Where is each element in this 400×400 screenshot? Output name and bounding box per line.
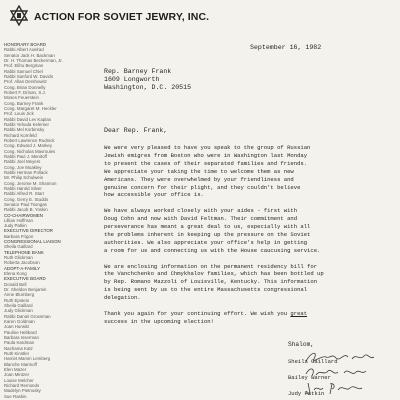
sidebar-member-name: Prof. Elihu Bergman bbox=[4, 63, 44, 69]
organization-name: ACTION FOR SOVIET JEWRY, INC. bbox=[34, 11, 210, 23]
underlined-word: great bbox=[290, 309, 308, 317]
sidebar-member-name: Ruth Glickman bbox=[4, 255, 33, 261]
salutation: Dear Rep. Frank, bbox=[104, 127, 168, 134]
body-line: We have always worked closely with your aides - first with bbox=[104, 207, 298, 215]
sidebar-member-name: Rabbi Yehuda Kelemer bbox=[4, 121, 49, 127]
recipient-address bbox=[104, 68, 191, 92]
sidebar-section-heading: HONORARY BOARD bbox=[4, 42, 47, 47]
sidebar-member-name: Roberta Jacobson bbox=[4, 260, 40, 266]
sidebar-member-name: Joan Hurwitz bbox=[4, 324, 30, 330]
body-line: authorities. We also appreciate your office's help in getting bbox=[104, 238, 308, 246]
board-member-list bbox=[4, 42, 94, 398]
body-line: success in the upcoming election! bbox=[104, 317, 214, 325]
sidebar-member-name: Harriet Marvin Lemberg bbox=[4, 356, 51, 362]
body-line: delegation. bbox=[104, 294, 141, 302]
sidebar-member-name: Elen Mazer bbox=[4, 367, 27, 373]
sidebar-member-name: Richard Kornfeld bbox=[4, 132, 37, 138]
sidebar-member-name: Robert Lawrence Rudnick bbox=[4, 137, 55, 143]
sidebar-member-name: Robert F. Drinan, S.J. bbox=[4, 89, 46, 95]
body-line: the problems inherent in keeping up the pressure on the Soviet bbox=[104, 230, 311, 238]
sidebar-member-name: Rabbi Albert Axelrad bbox=[4, 47, 44, 53]
address-line: 1609 Longworth bbox=[104, 76, 160, 84]
sidebar-member-name: Rabbi David Lev Kaplan bbox=[4, 116, 52, 122]
body-line: perseverance has meant a great deal to us, especially with all bbox=[104, 223, 311, 231]
sidebar-member-name: Rabbi Mel Korbinsky bbox=[4, 127, 45, 133]
sidebar-member-name: Rabbi Samuel Chiel bbox=[4, 68, 43, 74]
body-paragraph bbox=[104, 263, 398, 303]
sidebar-member-name: Rabbi Jacob B. Yoskin bbox=[4, 207, 48, 213]
body-line: We appreciate your taking the time to welcome them as new bbox=[104, 167, 294, 175]
body-paragraph bbox=[104, 207, 398, 254]
body-line: Doug Cohn and now with David Feltman. Their commitment and bbox=[104, 215, 298, 223]
sidebar-member-name: Ruth Epstein bbox=[4, 297, 30, 303]
signatory-name: Judy Patkin bbox=[288, 390, 325, 397]
sidebar-member-name: Judy Patkin bbox=[4, 223, 27, 229]
body-line: a room for us and connecting us with the House caucusing service. bbox=[104, 246, 321, 254]
body-line: Americans. They were overwhelmed by your friendliness and bbox=[104, 175, 294, 183]
sidebar-member-name: Cong. Jerome M. Shannon bbox=[4, 180, 57, 186]
body-line: Jewish emigres from Boston who were in Washington last Monday bbox=[104, 151, 308, 159]
closing-text: Thank you again for your continuing effort. We wish you bbox=[104, 309, 291, 317]
sidebar-member-name: Cong. Barney Frank bbox=[4, 100, 44, 106]
sidebar-member-name: Sue Raskin bbox=[4, 393, 27, 398]
sidebar-member-name: Blanche Marinoff bbox=[4, 361, 37, 367]
sidebar-member-name: Cong. Brian Donnelly bbox=[4, 84, 46, 90]
sidebar-section-heading: CONGRESSIONAL LIAISON bbox=[4, 239, 61, 245]
sidebar-member-name: Judy Glickman bbox=[4, 308, 33, 314]
sidebar-member-name: Senator Paul Tsongas bbox=[4, 201, 47, 207]
sidebar-member-name: Pauline Hebbard bbox=[4, 329, 37, 335]
signatory-name: Bailey Warner bbox=[288, 374, 331, 381]
closing: Shalom, bbox=[288, 341, 314, 348]
sidebar-section-heading: EXECUTIVE BOARD bbox=[4, 276, 46, 282]
sidebar-member-name: Anne Blumberg bbox=[4, 292, 35, 298]
sidebar-member-name: Lillian Hoffman bbox=[4, 217, 33, 223]
sidebar-member-name: Rabbi Paul J. Menitoff bbox=[4, 153, 47, 159]
sidebar-member-name: Dr. Sheldon Benjamin bbox=[4, 287, 47, 293]
sidebar-member-name: Cong. Margaret M. Heckler bbox=[4, 105, 57, 111]
sidebar-member-name: Cong. Nicholas Mavroules bbox=[4, 148, 56, 154]
address-line: Rep. Barney Frank bbox=[104, 68, 172, 75]
body-line: by Rep. Romano Mazzoli of Louisville, Kentucky. This information bbox=[104, 278, 318, 286]
sidebar-member-name: Richard Remonds bbox=[4, 383, 40, 388]
sidebar-member-name: Rabbi Sanford W. Davids bbox=[4, 73, 54, 79]
letter-body bbox=[104, 144, 398, 334]
body-line bbox=[104, 310, 398, 318]
sidebar-section-heading: ADOPT-A-FAMILY bbox=[4, 265, 41, 271]
body-paragraph bbox=[104, 144, 398, 199]
body-line: is being sent by us to the entire Massachusetts congressional bbox=[104, 286, 308, 294]
body-line: the Vanchchenko and Chmykhalov families, which has been bottled up bbox=[104, 270, 324, 278]
sidebar-member-name: Moses Feuerstein bbox=[4, 95, 39, 101]
sidebar-member-name: Donald Bell bbox=[4, 281, 27, 287]
sidebar-section-heading: CO-CHAIRWOMEN bbox=[4, 212, 43, 218]
sidebar-member-name: Ruth Kinstler bbox=[4, 351, 30, 357]
sidebar-member-name: Barbara Isserman bbox=[4, 335, 39, 341]
sidebar-member-name: Mr. Philip Schulweis bbox=[4, 175, 44, 181]
sidebar-member-name: Rabbi Joel Meyers bbox=[4, 159, 41, 165]
sidebar-member-name: Madelyn Pietnosky bbox=[4, 388, 41, 394]
body-line: We are enclosing information on the permanent residency bill for bbox=[104, 262, 318, 270]
sidebar-section-heading: EXECUTIVE DIRECTOR bbox=[4, 228, 53, 234]
sidebar-member-name: Joan Mintzer bbox=[4, 372, 30, 378]
sidebar-member-name: Prof. Allan Dershowitz bbox=[4, 79, 47, 85]
sidebar-member-name: Senator Jack H. Backman bbox=[4, 52, 55, 58]
sidebar-member-name: Elena Kong bbox=[4, 271, 27, 277]
sidebar-member-name: Paula Kardman bbox=[4, 340, 35, 346]
sidebar-member-name: Rabbi Alfred R. Starr bbox=[4, 191, 45, 197]
sidebar-member-name: Rabbi Herman Pollack bbox=[4, 169, 48, 175]
organization-logo-icon bbox=[10, 5, 28, 27]
body-line: genuine concern for their plight, and they couldn't believe bbox=[104, 183, 301, 191]
sidebar-member-name: Rabbi Daniel Grossman bbox=[4, 313, 51, 319]
signatory-name: Sheila Gaillard bbox=[288, 358, 338, 365]
sidebar-member-name: Louise Melcher bbox=[4, 377, 34, 383]
body-line: We were very pleased to have you speak to the group of Russian bbox=[104, 144, 311, 151]
sidebar-member-name: Sheila Gaillard bbox=[4, 244, 33, 250]
sidebar-section-heading: TELEPHONE BANK bbox=[4, 249, 44, 255]
body-line: how accessible your office is. bbox=[104, 191, 204, 199]
address-line: Washington, D.C. 20515 bbox=[104, 84, 192, 92]
sidebar-member-name: Sheila Gaillard bbox=[4, 303, 33, 309]
sidebar-member-name: Dr. H. Thomas Beckerman, Jr. bbox=[4, 57, 63, 63]
sidebar-member-name: Rabbi Harold Silver bbox=[4, 185, 42, 191]
closing-paragraph bbox=[104, 310, 398, 326]
sidebar-member-name: Prof. Louis Jick bbox=[4, 111, 34, 117]
sidebar-member-name: Nachama Katz bbox=[4, 345, 33, 351]
sidebar-member-name: Cong. Edward J. Markey bbox=[4, 143, 53, 149]
sidebar-member-name: Barbara Frigon bbox=[4, 233, 34, 239]
letter-date: September 16, 1982 bbox=[250, 44, 322, 51]
body-line: to present the cases of their separated families and friends. bbox=[104, 159, 308, 167]
sidebar-member-name: Cong. Gerry E. Studds bbox=[4, 196, 49, 202]
sidebar-member-name: Karen Goldman bbox=[4, 319, 35, 325]
sidebar-member-name: Cong. Joe Moakley bbox=[4, 164, 42, 170]
